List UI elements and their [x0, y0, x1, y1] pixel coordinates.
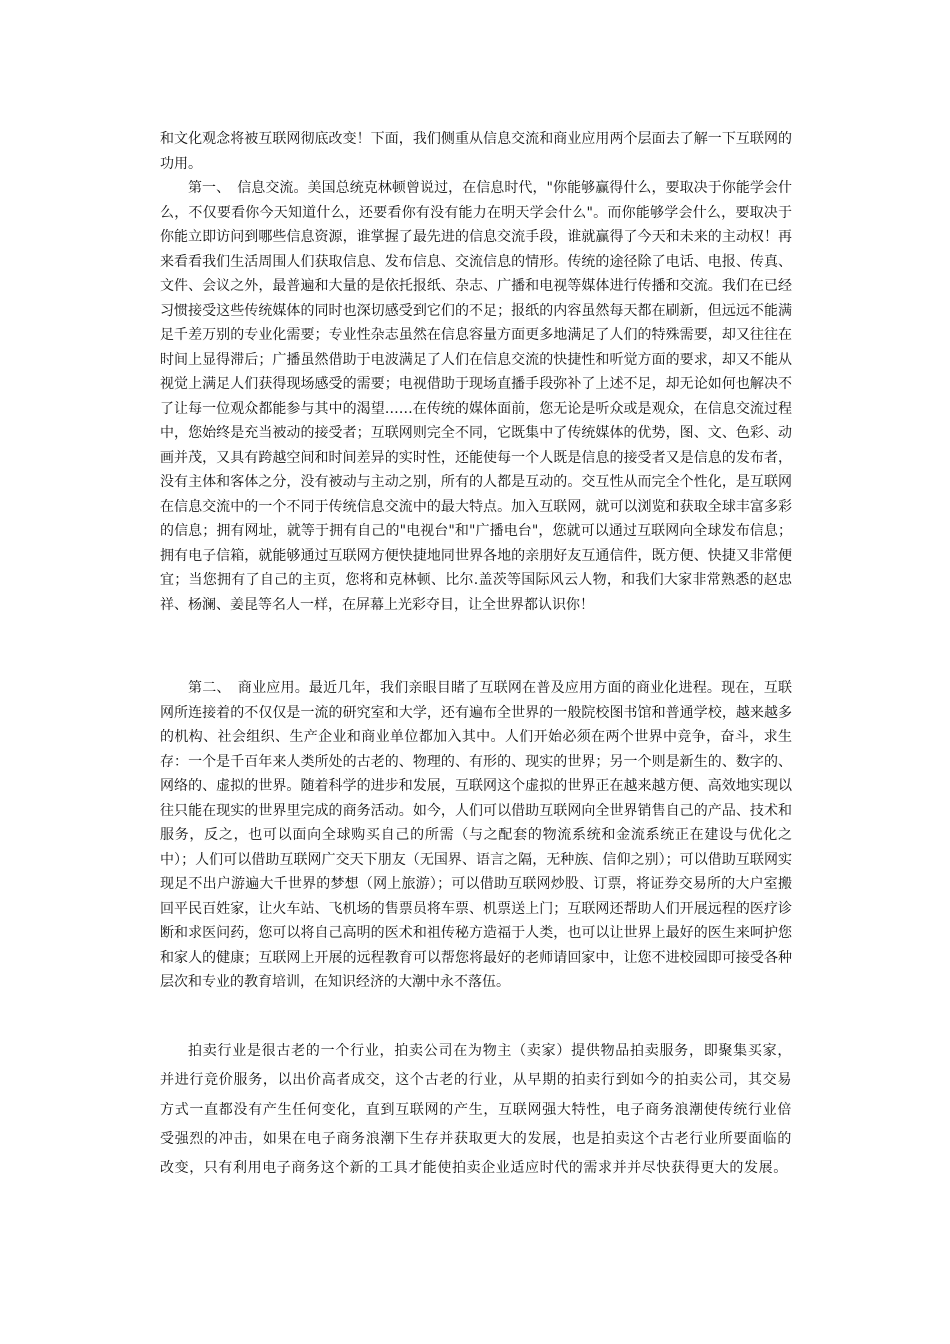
- paragraph-auction-industry: 拍卖行业是很古老的一个行业，拍卖公司在为物主（卖家）提供物品拍卖服务，即聚集买家，并进行竞价服务，以出价高者成交，这个古老的行业，从早期的拍卖行到如今的拍卖公司，其交易方式一直都没有产生任何变化，直到互联网的产生，互联网强大特性，电子商务浪潮使传统行业倍受强烈的冲击，如果在电子商务浪潮下生存并获取更大的发展，也是拍卖这个古老行业所要面临的改变，只有利用电子商务这个新的工具才能使拍卖企业适应时代的需求并并尽快获得更大的发展。: [160, 1043, 792, 1177]
- paragraph-intro: 和文化观念将被互联网彻底改变！下面，我们侧重从信息交流和商业应用两个层面去了解一下互联网的功用。: [160, 131, 792, 172]
- paragraph-information-exchange: 第一、 信息交流。美国总统克林顿曾说过，在信息时代，"你能够赢得什么，要取决于你能学会什么，不仅要看你今天知道什么，还要看你有没有能力在明天学会什么"。而你能够学会什么，要取决于你能立即访问到哪些信息资源，谁掌握了最先进的信息交流手段，谁就赢得了今天和未来的主动权！再来看看我们生活周围人们获取信息、发布信息、交流信息的情形。传统的途径除了电话、电报、传真、文件、会议之外，最普遍和大量的是依托报纸、杂志、广播和电视等媒体进行传播和交流。我们在已经习惯接受这些传统媒体的同时也深切感受到它们的不足；报纸的内容虽然每天都在刷新，但远远不能满足千差万别的专业化需要；专业性杂志虽然在信息容量方面更多地满足了人们的特殊需要，却又往往在时间上显得滞后；广播虽然借助于电波满足了人们在信息交流的快捷性和听觉方面的要求，却又不能从视觉上满足人们获得现场感受的需要；电视借助于现场直播手段弥补了上述不足，却无论如何也解决不了让每一位观众都能参与其中的渴望……在传统的媒体面前，您无论是听众或是观众，在信息交流过程中，您始终是充当被动的接受者；互联网则完全不同，它既集中了传统媒体的优势，图、文、色彩、动画并茂，又具有跨越空间和时间差异的实时性，还能使每一个人既是信息的接受者又是信息的发布者，没有主体和客体之分，没有被动与主动之别，所有的人都是互动的。交互性从而完全个性化，是互联网在信息交流中的一个不同于传统信息交流中的最大特点。加入互联网，就可以浏览和获取全球丰富多彩的信息；拥有网址，就等于拥有自己的"电视台"和"广播电台"，您就可以通过互联网向全球发布信息；拥有电子信箱，就能够通过互联网方便快捷地同世界各地的亲朋好友互通信件，既方便、快捷又非常便宜；当您拥有了自己的主页，您将和克林顿、比尔.盖茨等国际风云人物，和我们大家非常熟悉的赵忠祥、杨澜、姜昆等名人一样，在屏幕上光彩夺目，让全世界都认识你！: [160, 180, 792, 613]
- paragraph-commercial-application: 第二、 商业应用。最近几年，我们亲眼目睹了互联网在普及应用方面的商业化进程。现在，互联网所连接着的不仅仅是一流的研究室和大学，还有遍布全世界的一般院校图书馆和普通学校，越来越多的机构、社会组织、生产企业和商业单位都加入其中。人们开始必须在两个世界中竞争，奋斗，求生存：一个是千百年来人类所处的古老的、物理的、有形的、现实的世界；另一个则是新生的、数字的、网络的、虚拟的世界。随着科学的进步和发展，互联网这个虚拟的世界正在越来越方便、高效地实现以往只能在现实的世界里完成的商务活动。如今，人们可以借助互联网向全世界销售自己的产品、技术和服务，反之，也可以面向全球购买自己的所需（与之配套的物流系统和金流系统正在建设与优化之中）；人们可以借助互联网广交天下朋友（无国界、语言之隔，无种族、信仰之别）；可以借助互联网实现足不出户游遍大千世界的梦想（网上旅游）；可以借助互联网炒股、订票，将证券交易所的大户室搬回平民百姓家，让火车站、飞机场的售票员将车票、机票送上门；互联网还帮助人们开展远程的医疗诊断和求医问药，您可以将自己高明的医术和祖传秘方造福于人类，也可以让世界上最好的医生来呵护您和家人的健康；互联网上开展的远程教育可以帮您将最好的老师请回家中，让您不进校园即可接受各种层次和专业的教育培训，在知识经济的大潮中永不落伍。: [160, 680, 792, 990]
